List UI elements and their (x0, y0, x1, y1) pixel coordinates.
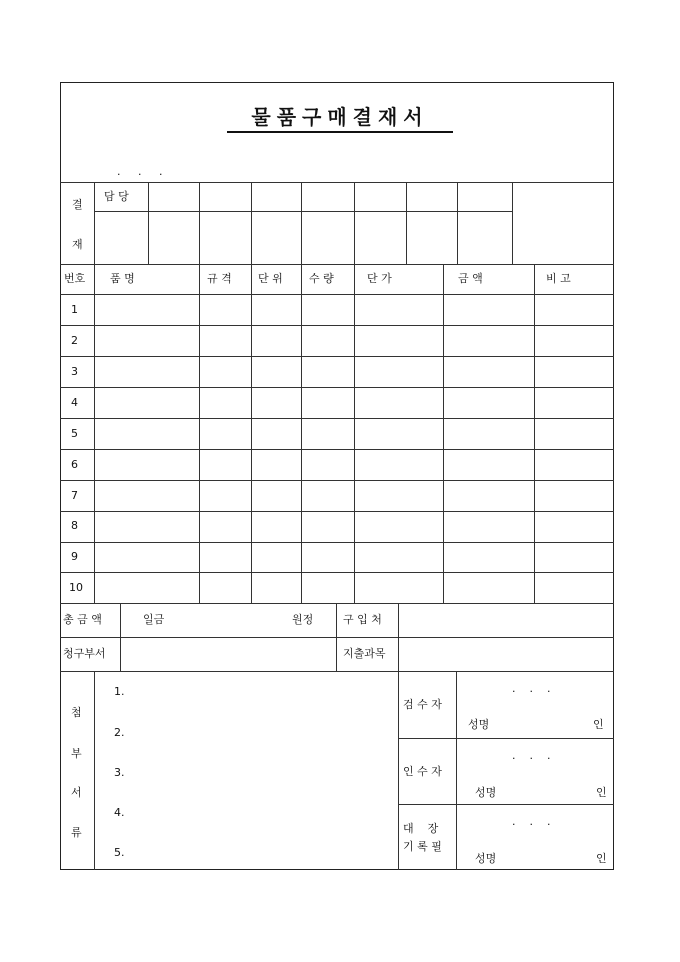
divider (94, 671, 95, 870)
divider (60, 603, 614, 604)
divider (60, 480, 614, 481)
attach-label-1: 첨 (71, 706, 82, 719)
approval-role-damdang: 담 당 (104, 190, 129, 203)
divider (354, 182, 355, 264)
attach-label-2: 부 (71, 747, 82, 760)
col-header-amount: 금 액 (458, 272, 483, 285)
col-header-qty: 수 량 (309, 272, 334, 285)
total-amount-label: 총 금 액 (63, 613, 102, 626)
row-number: 2 (71, 334, 78, 347)
divider (60, 182, 614, 183)
divider (60, 542, 614, 543)
row-number: 7 (71, 489, 78, 502)
approval-label-bottom: 재 (72, 238, 83, 251)
attach-label-3: 서 (71, 786, 82, 799)
divider (60, 264, 614, 265)
attach-label-4: 류 (71, 826, 82, 839)
attach-item: 1. (114, 685, 125, 698)
attach-item: 5. (114, 846, 125, 859)
divider (94, 182, 95, 264)
row-number: 6 (71, 458, 78, 471)
divider (251, 182, 252, 264)
col-header-unit: 단 위 (258, 272, 283, 285)
row-number: 4 (71, 396, 78, 409)
col-header-item (110, 272, 182, 286)
date-field: . . . (117, 165, 163, 178)
divider (406, 182, 407, 264)
receiver-label: 인 수 자 (403, 765, 442, 778)
divider (457, 182, 458, 264)
attach-item: 4. (114, 806, 125, 819)
col-header-note: 비 고 (546, 272, 571, 285)
divider (398, 738, 614, 739)
divider (199, 264, 200, 603)
receiver-name-label: 성명 (475, 786, 497, 799)
divider (512, 182, 513, 264)
ilgeum-label: 일금 (143, 613, 165, 626)
divider (60, 387, 614, 388)
divider (301, 264, 302, 603)
divider (398, 804, 614, 805)
inspector-label: 검 수 자 (403, 698, 442, 711)
wonjeong-label: 원정 (292, 613, 314, 626)
divider (60, 572, 614, 573)
divider (60, 671, 614, 672)
form-title: 물품구매결재서 (251, 105, 429, 129)
attach-item: 3. (114, 766, 125, 779)
divider (60, 449, 614, 450)
divider (94, 211, 512, 212)
ledger-seal: 인 (596, 852, 607, 865)
divider (60, 325, 614, 326)
row-number: 9 (71, 550, 78, 563)
divider (456, 671, 457, 870)
divider (60, 356, 614, 357)
ledger-label-line2: 기 록 필 (403, 840, 442, 853)
divider (60, 294, 614, 295)
inspector-seal: 인 (593, 718, 604, 731)
ledger-date: . . . (512, 815, 551, 828)
divider (60, 637, 614, 638)
receiver-date: . . . (512, 749, 551, 762)
divider (398, 603, 399, 671)
title-underline (227, 131, 453, 133)
col-header-spec: 규 격 (207, 272, 232, 285)
requesting-dept-label: 청구부서 (63, 647, 106, 660)
attach-item: 2. (114, 726, 125, 739)
divider (60, 418, 614, 419)
ledger-label-line1: 대 장 (403, 822, 439, 835)
inspector-date: . . . (512, 682, 551, 695)
row-number: 8 (71, 519, 78, 532)
divider (443, 264, 444, 603)
divider (301, 182, 302, 264)
expense-account-label: 지출과목 (343, 647, 386, 660)
divider (534, 264, 535, 603)
receiver-seal: 인 (596, 786, 607, 799)
row-number: 3 (71, 365, 78, 378)
vendor-label: 구 입 처 (343, 613, 382, 626)
divider (398, 671, 399, 870)
row-number: 10 (69, 581, 83, 594)
divider (94, 264, 95, 603)
divider (251, 264, 252, 603)
approval-label-top: 결 (72, 198, 83, 211)
row-number: 1 (71, 303, 78, 316)
divider (199, 182, 200, 264)
col-header-item-label: 품 명 (110, 272, 135, 285)
row-number: 5 (71, 427, 78, 440)
divider (336, 603, 337, 671)
ledger-name-label: 성명 (475, 852, 497, 865)
divider (148, 182, 149, 264)
inspector-name-label: 성명 (468, 718, 490, 731)
col-header-no: 번호 (64, 272, 86, 285)
divider (354, 264, 355, 603)
divider (120, 603, 121, 671)
divider (60, 511, 614, 512)
col-header-price: 단 가 (367, 272, 392, 285)
